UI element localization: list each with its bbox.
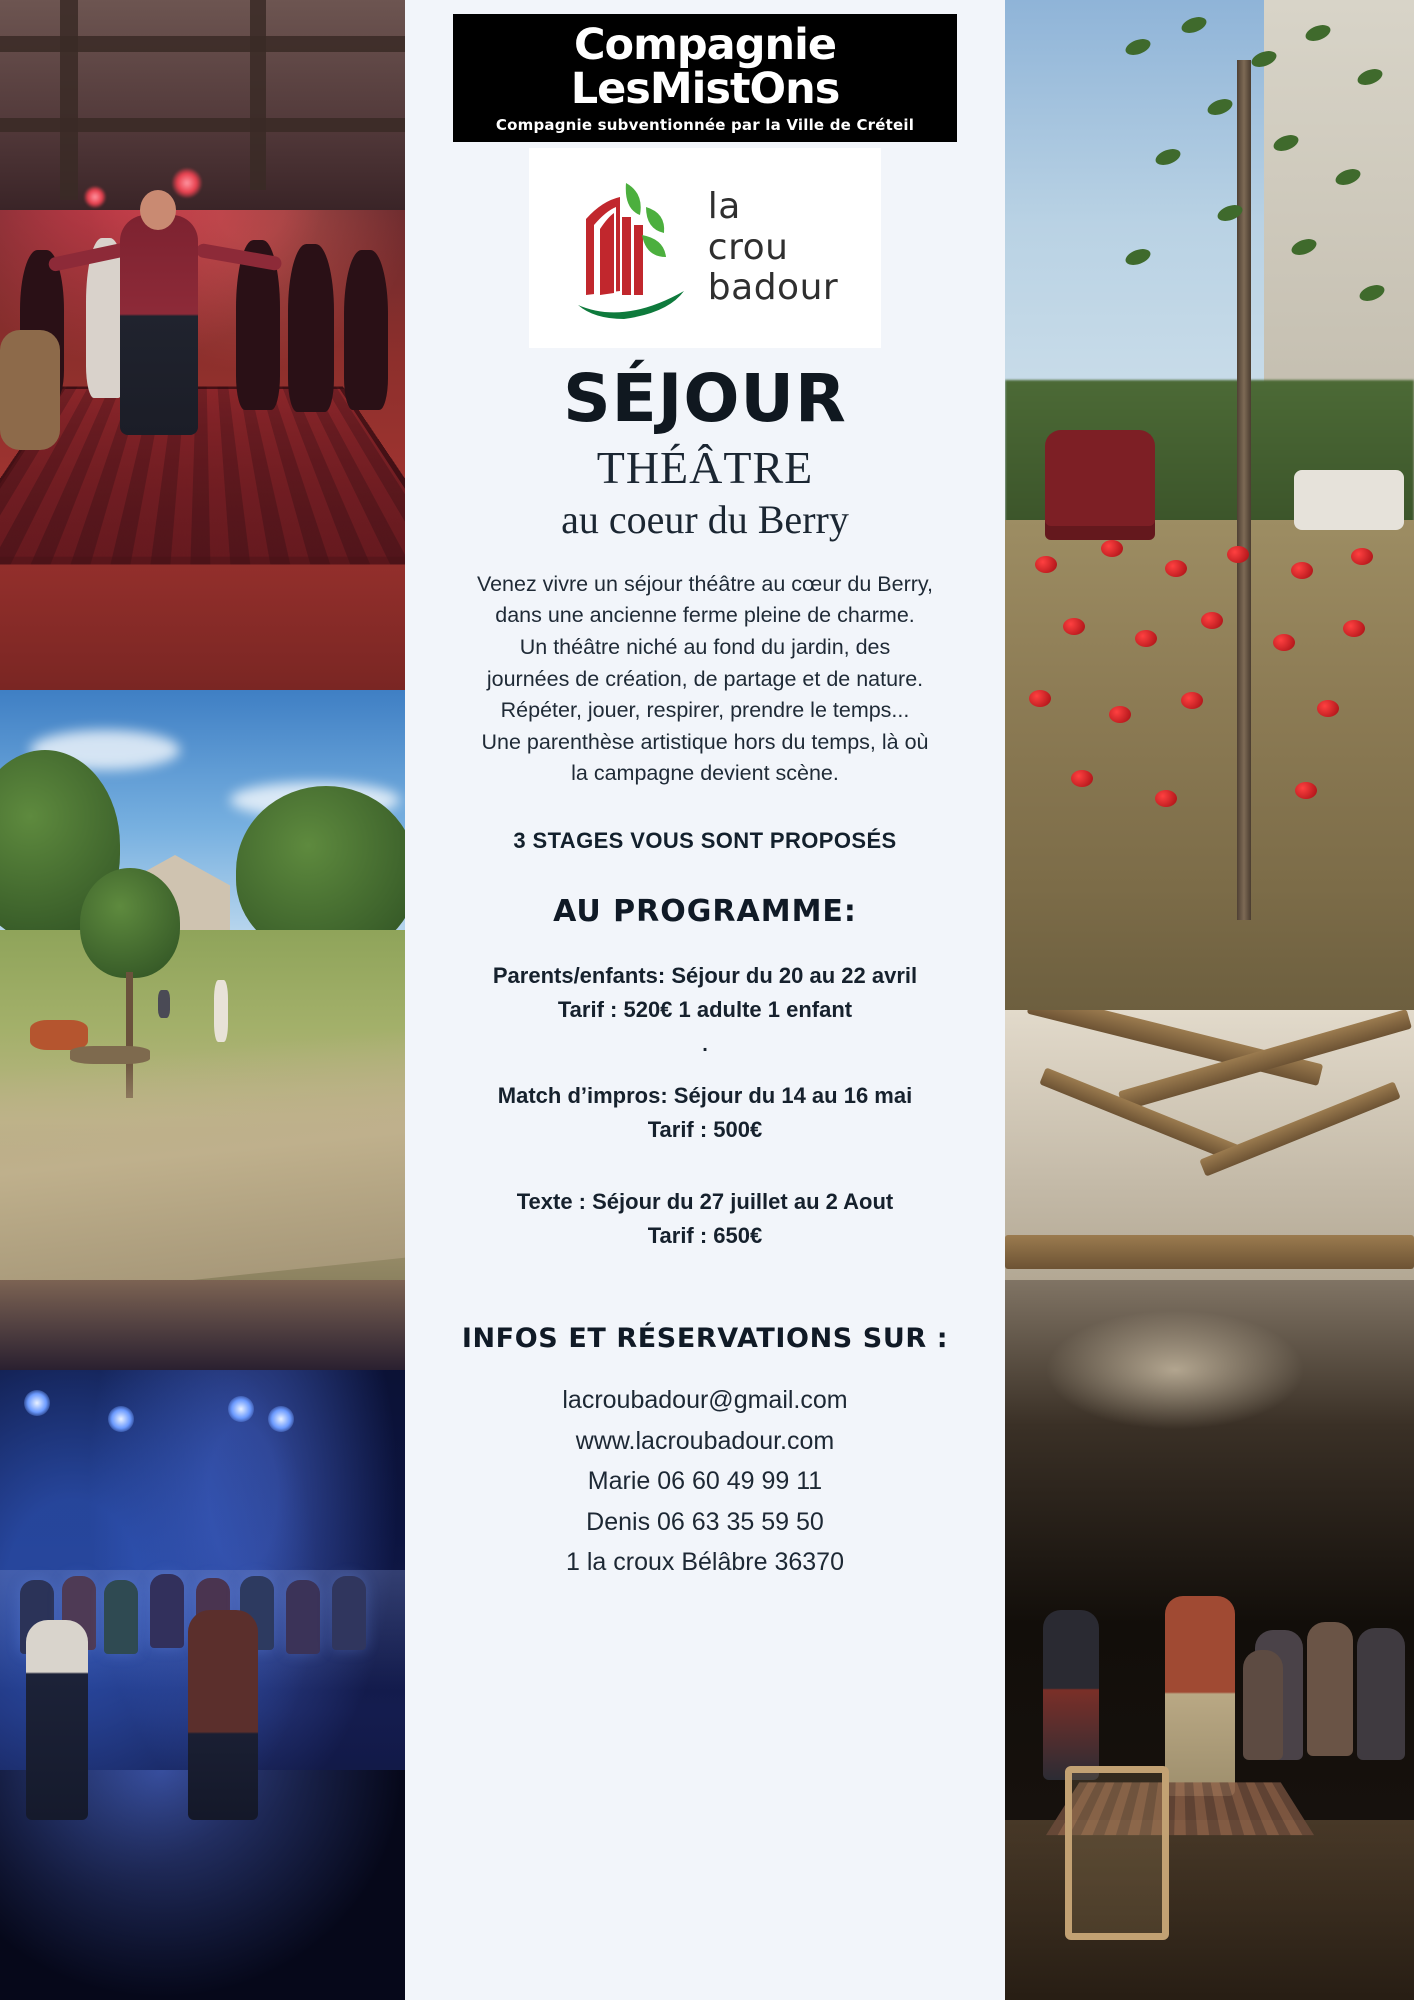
photo-beam [60,0,78,200]
photo-rose [1071,770,1093,787]
photo-scene-lumiere-bleue [0,1280,405,2000]
contact-phone-denis[interactable]: Denis 06 63 35 59 50 [586,1507,824,1536]
logo-line-subvention: Compagnie subventionnée par la Ville de Créteil [495,115,915,134]
photo-chair [1065,1766,1169,1940]
photo-actor-head [140,190,176,230]
photo-audience-member [1307,1622,1353,1756]
photo-rose [1101,540,1123,557]
croubadour-word-la: la [707,186,741,228]
intro-line: la campagne devient scène. [571,761,839,786]
photo-bench [70,1046,150,1064]
programme-heading: AU PROGRAMME: [553,893,857,929]
photo-audience-member [1357,1628,1405,1760]
photo-tree-trunk [1237,60,1251,920]
photo-ground [1005,520,1414,1010]
photo-actor [26,1620,88,1820]
photo-audience-member [1243,1650,1283,1760]
photo-audience-member [286,1580,320,1654]
subtitle-theatre: THÉÂTRE [596,441,814,493]
offer-title: Parents/enfants: Séjour du 20 au 22 avril [492,962,918,988]
photo-figure [0,330,60,450]
photo-rose [1227,546,1249,563]
contact-email[interactable]: lacroubadour@gmail.com [562,1386,848,1415]
photo-beam [250,0,266,190]
photo-stage-light [268,1406,294,1432]
center-content-column [405,0,1005,2000]
offer-parents-enfants [427,959,983,1057]
photo-tree [80,868,180,978]
contact-address: 1 la croux Bélâbre 36370 [566,1548,844,1577]
croubadour-word-badour: badour [707,266,839,308]
photo-rose [1181,692,1203,709]
subtitle-berry: au coeur du Berry [561,496,849,542]
left-photo-column [0,0,405,2000]
offer-price: Tarif : 520€ 1 adulte 1 enfant [557,996,853,1022]
photo-figure [288,244,334,412]
contact-website[interactable]: www.lacroubadour.com [575,1426,835,1455]
photo-rose [1201,612,1223,629]
contact-phone-marie[interactable]: Marie 06 60 49 99 11 [587,1467,823,1496]
photo-rose [1351,548,1373,565]
photo-table [1294,470,1404,530]
logo-line-lesmistons: LesMistOns [570,63,840,114]
photo-light-spot [1045,1310,1305,1430]
photo-rose [1165,560,1187,577]
photo-actor [1043,1610,1099,1780]
photo-audience-member [104,1580,138,1654]
croubadour-mark-icon [572,173,702,323]
photo-rose [1155,790,1177,807]
croubadour-word-crou: crou [707,226,789,268]
photo-audience-member [332,1576,366,1650]
offer-separator: . [702,1034,708,1057]
croubadour-wordmark [708,187,838,308]
photo-rose [1035,556,1057,573]
offer-title: Texte : Séjour du 27 juillet au 2 Aout [516,1189,894,1215]
photo-path [0,1026,405,1280]
photo-figure [344,250,388,410]
photo-rose [1029,690,1051,707]
photo-stage-light [108,1406,134,1432]
photo-red-chair [1045,430,1155,540]
photo-rose [1135,630,1157,647]
photo-rose [1295,782,1317,799]
stages-heading: 3 STAGES VOUS SONT PROPOSÉS [513,827,897,853]
intro-line: Un théâtre niché au fond du jardin, des [519,634,891,659]
photo-main-actor [120,215,198,435]
photo-rose [1109,706,1131,723]
offer-title: Match d’impros: Séjour du 14 au 16 mai [497,1083,913,1109]
photo-stage-light [228,1396,254,1422]
intro-paragraph [427,569,983,790]
photo-rose [1291,562,1313,579]
contact-list [427,1380,983,1583]
intro-line: journées de création, de partage et de nature. [486,666,924,691]
compagnie-les-mistons-logo [453,14,957,142]
offer-match-impros [427,1079,983,1147]
logo-line-compagnie: Compagnie [574,20,836,70]
photo-rose [1343,620,1365,637]
photo-figure [158,990,170,1018]
intro-line: Une parenthèse artistique hors du temps, là où [481,729,929,754]
photo-rose [1063,618,1085,635]
photo-audience-member [150,1574,184,1648]
intro-line: Répéter, jouer, respirer, prendre le temps... [500,698,910,723]
offer-price: Tarif : 500€ [647,1117,763,1143]
offer-texte [427,1185,983,1253]
photo-grange-public [1005,1010,1414,2000]
photo-stage-light [84,186,106,208]
photo-jardin-pelouse [0,690,405,1280]
photo-ceiling [0,1280,405,1370]
photo-stage-light [172,168,202,198]
photo-rose [1317,700,1339,717]
la-croubadour-logo [529,148,881,348]
photo-stage-light [24,1390,50,1416]
photo-figure [30,1020,88,1050]
photo-actor [188,1610,258,1820]
photo-figure [214,980,228,1042]
offer-price: Tarif : 650€ [647,1223,763,1249]
intro-line: dans une ancienne ferme pleine de charme. [495,603,915,628]
photo-beam [1005,1235,1414,1269]
photo-actor [1165,1596,1235,1796]
photo-theatre-scene-rouge [0,0,405,690]
page-title: SÉJOUR [563,359,847,437]
photo-rose [1273,634,1295,651]
photo-jardin-roses-arbre [1005,0,1414,1010]
photo-rug [0,387,405,565]
infos-heading: INFOS ET RÉSERVATIONS SUR : [461,1323,949,1355]
right-photo-column [1005,0,1414,2000]
intro-line: Venez vivre un séjour théâtre au cœur du Berry, [476,571,934,596]
